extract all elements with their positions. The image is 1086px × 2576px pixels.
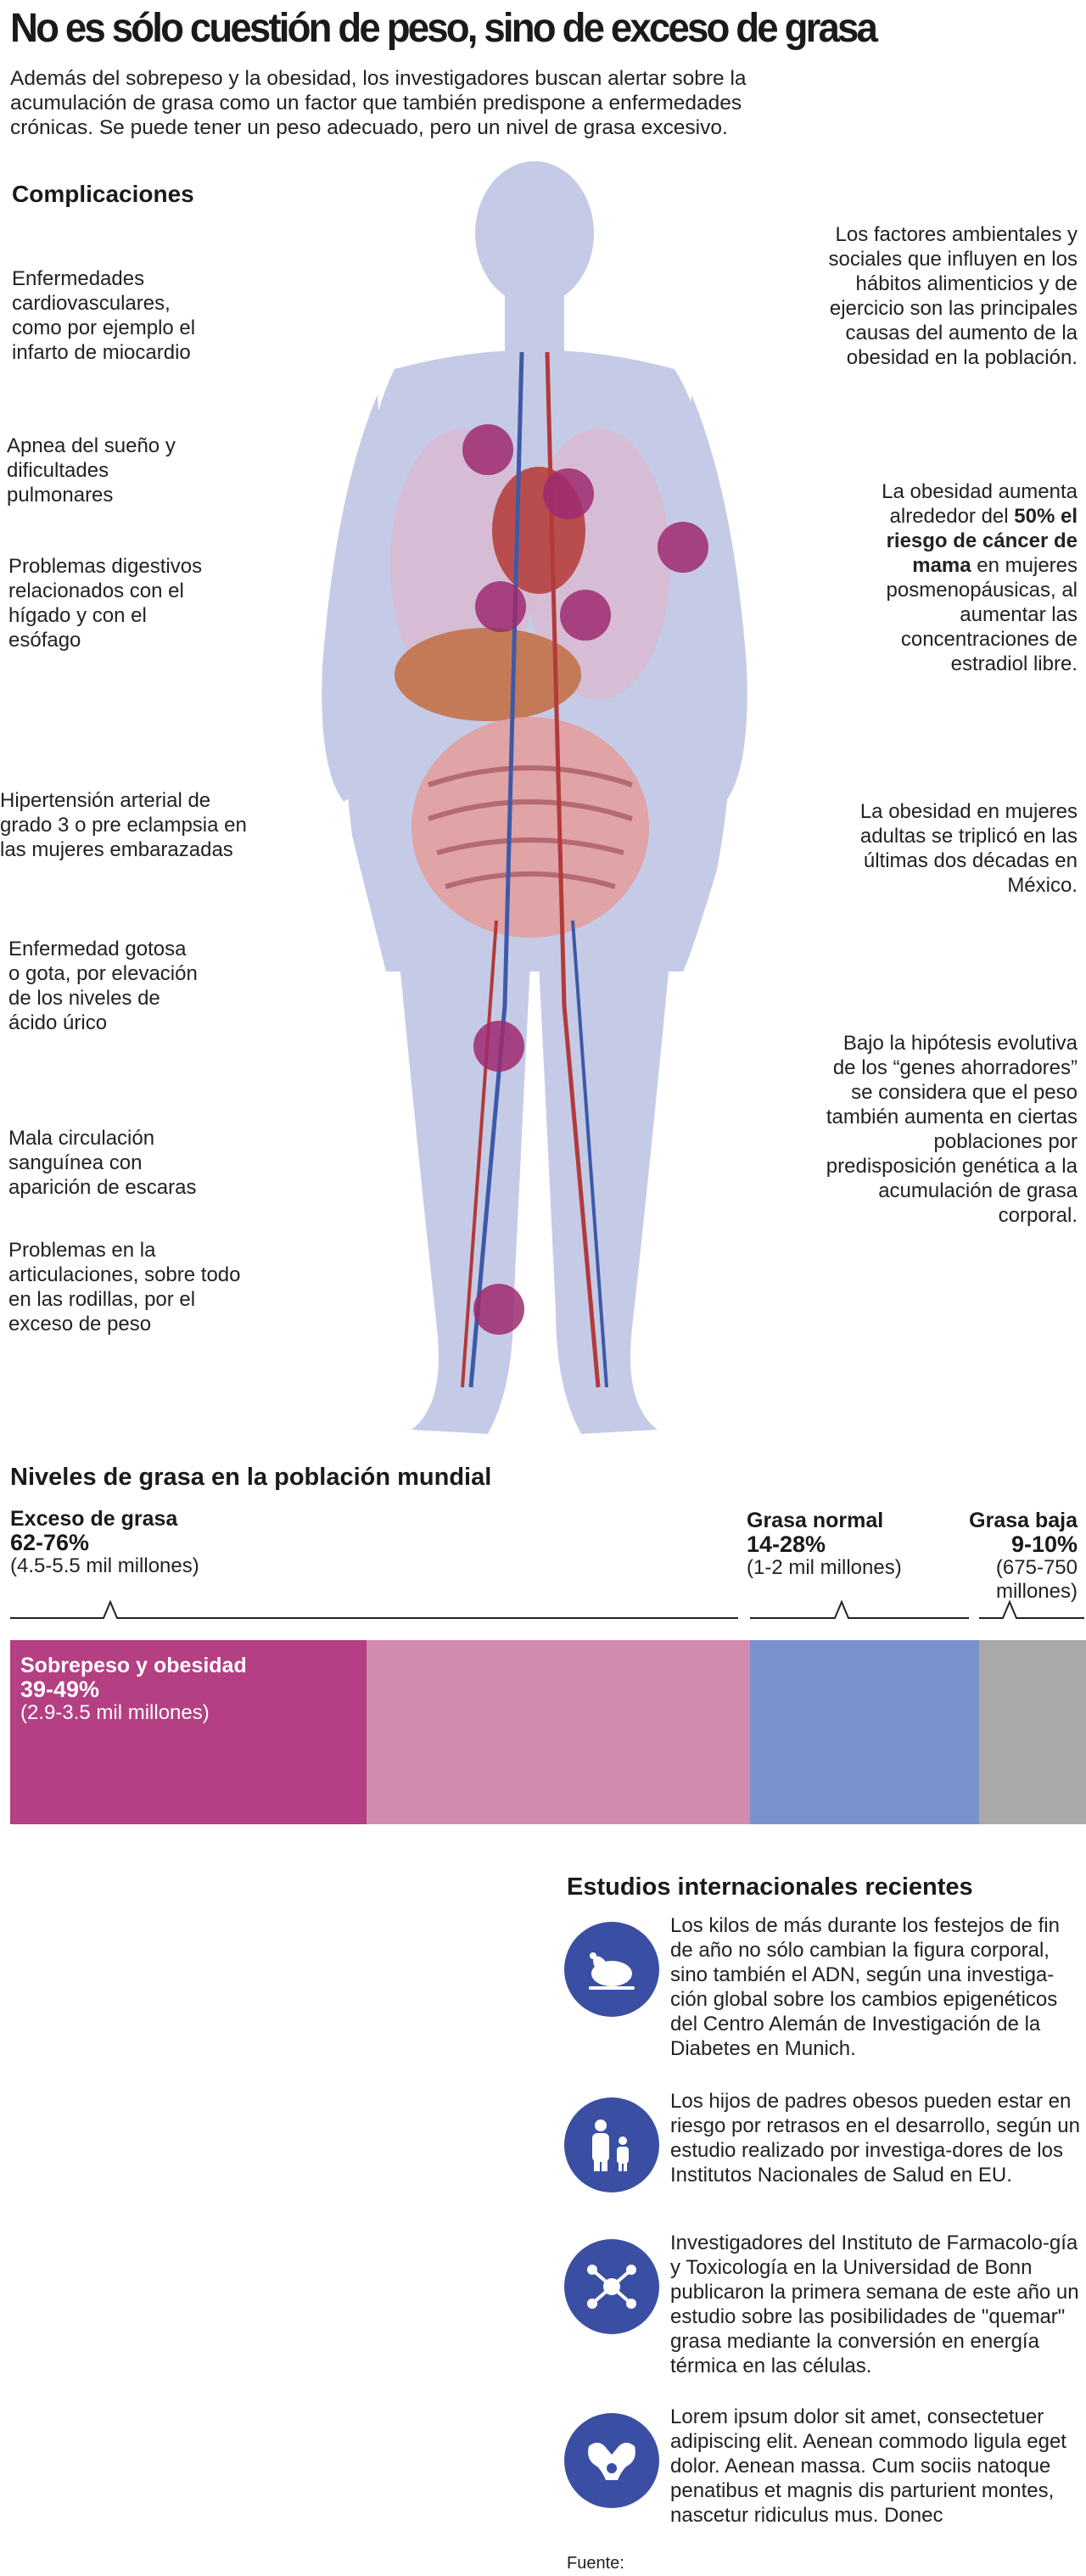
fact-mexico: La obesidad en mujeres adultas se triplicó en las últimas dos décadas en México. (859, 800, 1078, 897)
complication-apnea: Apnea del sueño y dificultades pulmonares (7, 434, 176, 507)
complication-hypertension: Hipertensión arterial de grado 3 o pre eclampsia en las mujeres embarazadas (0, 789, 247, 861)
complication-joints: Problemas en la articulaciones, sobre todo en las rodillas, por el exceso de peso (8, 1239, 241, 1336)
complication-gout: Enfermedad gotosa o gota, por elevación de los niveles de ácido úrico (8, 938, 198, 1034)
study-text: Los kilos de más durante los festejos de fin de año no sólo cambian la figura corporal, sino también el ADN, según una investiga-ción global sobre los cambios epigenéticos del Centro Alemán de Investigación de la Diabetes en Munich. (670, 1914, 1060, 2060)
source-label: Fuente: (567, 2554, 624, 2573)
study-text: Investigadores del Instituto de Farmacolo-gía y Toxicología en la Universidad de Bonn publicaron la primera semana de este año un estudio sobre las posibilidades de "quemar" grasa mediante la conversión en energía térmica en las células. (670, 2232, 1079, 2377)
levels-heading: Niveles de grasa en la población mundial (10, 1464, 492, 1491)
bar-overweight (10, 1640, 367, 1824)
level-low-count-1: (675-750 (995, 1556, 1078, 1579)
study-item (564, 2231, 1086, 2392)
complication-cardio: Enfermedades cardiovasculares, como por ejemplo el infarto de miocardio (12, 267, 196, 364)
study-item (564, 2405, 1086, 2540)
level-low-label: Grasa baja (969, 1509, 1078, 1532)
molecule-icon (564, 2239, 659, 2334)
study-text: Lorem ipsum dolor sit amet, consectetuer adipiscing elit. Aenean commodo ligula eget dolor. Aenean massa. Cum sociis natoque penatibus et magnis dis parturient montes, nascetur ridiculus mus. Donec (670, 2405, 1066, 2527)
bar-overweight-label: Sobrepeso y obesidad (20, 1654, 247, 1677)
page-title: No es sólo cuestión de peso, sino de exceso de grasa (10, 6, 876, 51)
level-normal-count: (1-2 mil millones) (747, 1556, 902, 1579)
complication-circulation: Mala circulación sanguínea con aparición de escaras (8, 1127, 197, 1199)
studies-heading: Estudios internacionales recientes (567, 1873, 973, 1901)
complication-digestive: Problemas digestivos relacionados con el hígado y con el esófago (8, 555, 203, 652)
level-low-count-2: millones) (995, 1580, 1078, 1603)
study-item (564, 1913, 1086, 2075)
roast-chicken-icon (564, 1922, 659, 2017)
fact-environment: Los factores ambientales y sociales que influyen en los hábitos alimenticios y de ejercicio son las principales causas del aumento de la obesidad en la población. (828, 223, 1078, 369)
level-excess-pct: 62-76% (10, 1530, 90, 1555)
study-text: Los hijos de padres obesos pueden estar en riesgo por retrasos en el desarrollo, según un estudio realizado por investiga-dores de los Institutos Nacionales de Salud en EU. (670, 2090, 1080, 2187)
level-normal-label: Grasa normal (747, 1509, 884, 1532)
level-low-pct: 9-10% (1010, 1532, 1078, 1557)
bar-excess-remainder (367, 1640, 750, 1824)
bar-low (979, 1640, 1086, 1824)
bar-overweight-count: (2.9-3.5 mil millones) (20, 1701, 210, 1724)
bar-overweight-pct: 39-49% (20, 1677, 100, 1702)
level-low (942, 1509, 1078, 1604)
brace-low (979, 1602, 1084, 1618)
bar-normal (750, 1640, 979, 1824)
level-normal-pct: 14-28% (747, 1532, 826, 1557)
level-excess (10, 1507, 199, 1578)
level-normal (747, 1509, 902, 1580)
study-item (564, 2089, 1086, 2225)
body-illustration (318, 157, 751, 1447)
family-icon (564, 2097, 659, 2192)
fact-genes: Bajo la hipótesis evolutiva de los “genes ahorradores” se considera que el peso también aumenta en ciertas poblaciones por predisposición genética a la acumulación de grasa corporal. (826, 1032, 1078, 1227)
level-excess-label: Exceso de grasa (10, 1507, 178, 1531)
pelvis-icon (564, 2413, 659, 2508)
level-excess-count: (4.5-5.5 mil millones) (10, 1554, 199, 1577)
fact-breast-cancer: La obesidad aumenta alrededor del 50% el riesgo de cáncer de mama en mujeres posmenopáusicas, al aumentar las concentraciones de estradiol libre. (882, 480, 1078, 675)
complications-heading: Complicaciones (12, 181, 194, 207)
level-braces (10, 1595, 1086, 1621)
brace-normal (750, 1602, 969, 1618)
brace-excess (10, 1602, 738, 1618)
page-subtitle: Además del sobrepeso y la obesidad, los investigadores buscan alertar sobre la acumulación de grasa como un factor que también predispone a enfermedades crónicas. Se puede tener un peso adecuado, pero un nivel de grasa excesivo. (10, 67, 747, 139)
